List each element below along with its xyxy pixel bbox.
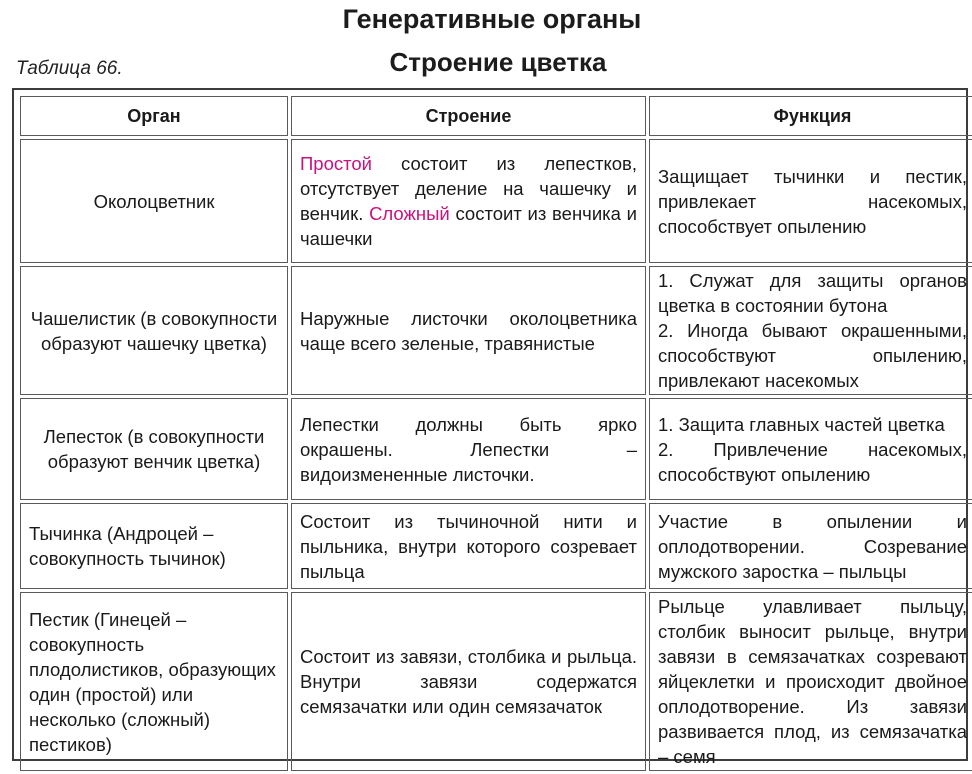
organ-cell: Пестик (Гинецей – совокупность плодолистиков, образующих один (простой) или несколько (сложный) пестиков) [20,592,288,771]
structure-cell [291,139,646,263]
function-item: 2. Иногда бывают окрашенными, способствуют опылению, привлекают насекомых [658,320,967,391]
function-cell: Защищает тычинки и пестик, привлекает насекомых, способствует опылению [649,139,972,263]
table-row [20,503,972,589]
table-grid [17,93,972,774]
flower-structure-table [12,88,968,767]
chapter-title: Генеративные органы [342,4,642,34]
organ-cell: Лепесток (в совокупности образуют венчик цветка) [20,398,288,500]
structure-cell: Состоит из тычиночной нити и пыльника, внутри которого созревает пыльца [291,503,646,589]
table-row [20,139,972,263]
structure-cell: Наружные листочки околоцветника чаще всего зеленые, травянистые [291,266,646,395]
table-title: Строение цветка [389,47,607,77]
table-row [20,398,972,500]
function-cell [649,266,972,395]
function-cell [649,398,972,500]
organ-cell: Тычинка (Андроцей – совокупность тычинок) [20,503,288,589]
table-row [20,592,972,771]
table-header-row [20,96,972,136]
structure-text-complex: состоит из венчика и чашечки [300,203,637,249]
organ-cell: Околоцветник [20,139,288,263]
structure-cell: Состоит из завязи, столбика и рыльца. Внутри завязи содержатся семязачатки или один семязачаток [291,592,646,771]
function-item: 1. Служат для защиты органов цветка в состоянии бутона [658,270,967,316]
structure-cell: Лепестки должны быть ярко окрашены. Лепестки – видоизмененные листочки. [291,398,646,500]
table-label: Таблица 66. [16,58,123,79]
header-organ: Орган [20,96,288,136]
function-item: 1. Защита главных частей цветка [658,413,945,435]
header-function: Функция [649,96,972,136]
function-cell: Рыльце улавливает пыльцу, столбик выносит рыльце, внутри завязи в семязачатках созревают яйцеклетки и происходит двойное оплодотворение. Из завязи развивается плод, из семязачатка – семя [649,592,972,771]
function-item: 2. Привлечение насекомых, способствуют опылению [658,438,967,485]
structure-text-simple: состоит из лепестков, отсутствует деление на чашечку и венчик. [300,153,637,224]
organ-cell: Чашелистик (в совокупности образуют чашечку цветка) [20,266,288,395]
function-cell: Участие в опылении и оплодотворении. Созревание мужского заростка – пыльцы [649,503,972,589]
term-simple: Простой [300,153,373,174]
term-complex: Сложный [369,203,450,224]
table-row [20,266,972,395]
header-structure: Строение [291,96,646,136]
